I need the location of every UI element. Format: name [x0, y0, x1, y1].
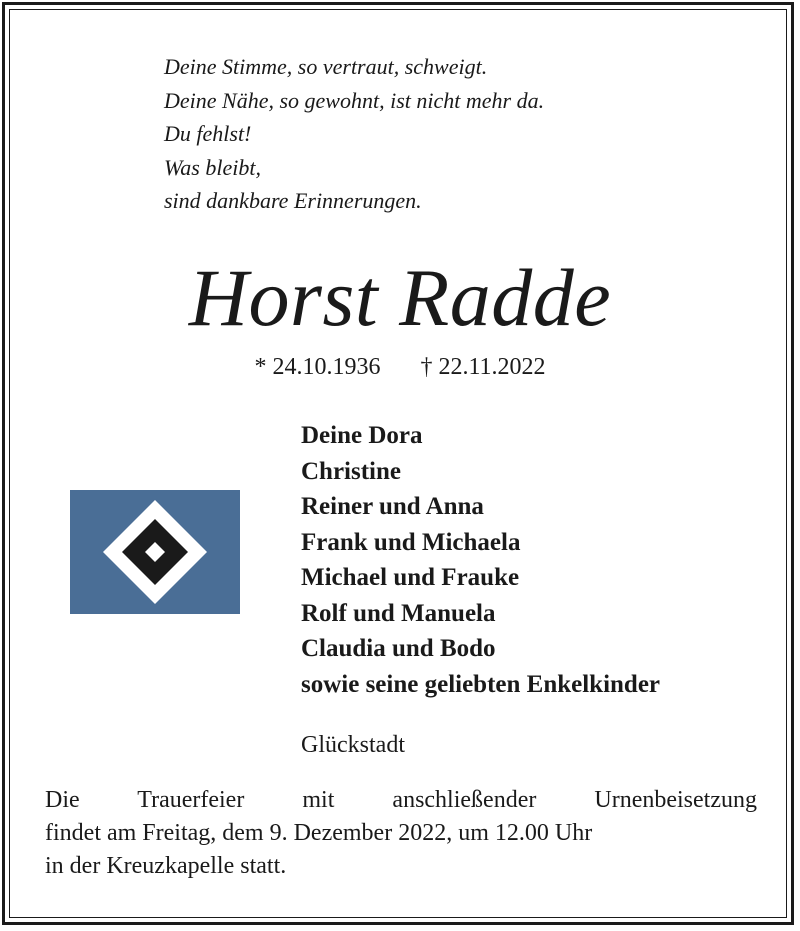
mourner: Michael und Frauke: [301, 564, 520, 591]
hsv-flag-icon: [70, 490, 240, 614]
mourner: Rolf und Manuela: [301, 599, 496, 627]
notice-line: Die Trauerfeier mit anschließender Urnenbeisetzung: [45, 787, 757, 813]
mourner: Christine: [301, 457, 401, 485]
poem-line: Deine Stimme, so vertraut, schweigt.: [164, 54, 488, 79]
deceased-name: Horst Radde: [188, 252, 612, 343]
poem-line: Du fehlst!: [164, 121, 252, 146]
poem-line: Deine Nähe, so gewohnt, ist nicht mehr da.: [164, 87, 545, 113]
mourner: Claudia und Bodo: [301, 635, 496, 662]
poem: [164, 50, 544, 218]
poem-line: sind dankbare Erinnerungen.: [164, 188, 422, 213]
place: Glückstadt: [301, 732, 405, 758]
poem-line: Was bleibt,: [164, 154, 261, 180]
mourners-list: [301, 418, 660, 702]
mourner: Reiner und Anna: [301, 493, 484, 520]
notice-line: in der Kreuzkapelle statt.: [45, 853, 287, 879]
life-dates: [0, 352, 800, 382]
mourner: Deine Dora: [301, 422, 423, 449]
funeral-notice: [45, 784, 757, 883]
death-date: † 22.11.2022: [420, 354, 546, 380]
birth-date: * 24.10.1936: [254, 354, 381, 380]
notice-line: findet am Freitag, dem 9. Dezember 2022, um 12.00 Uhr: [45, 820, 593, 846]
mourner: Frank und Michaela: [301, 528, 521, 556]
mourner: sowie seine geliebten Enkelkinder: [301, 670, 661, 698]
